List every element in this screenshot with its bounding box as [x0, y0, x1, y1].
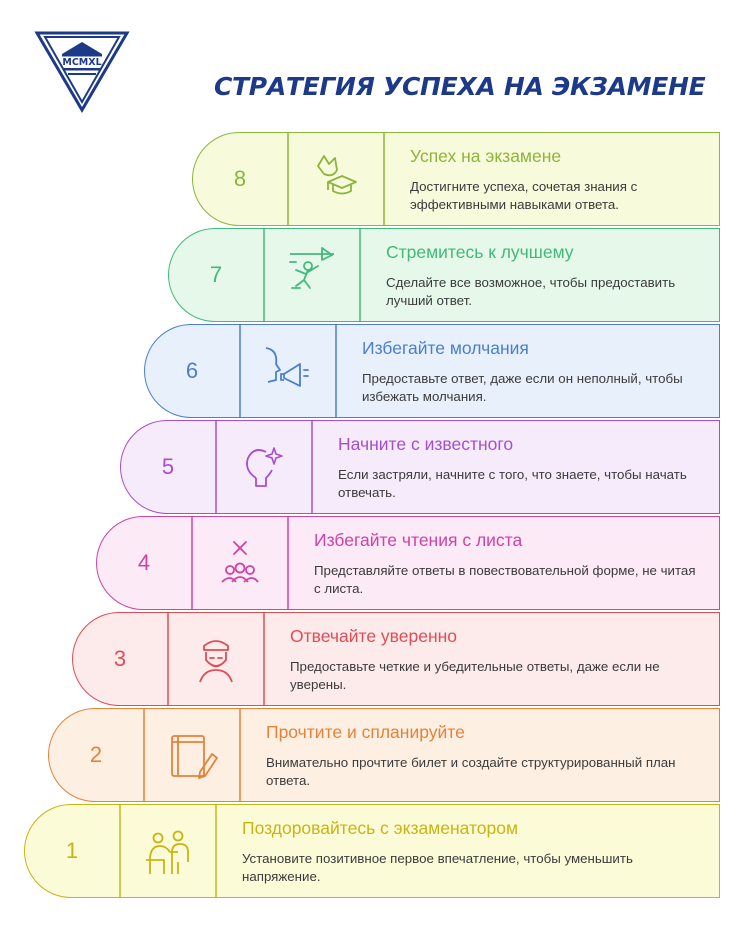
step-number: 1	[65, 838, 79, 863]
step-number: 8	[233, 166, 247, 191]
step-title: Начните с известного	[338, 434, 514, 454]
step-description: Предоставьте четкие и убедительные ответы, даже если не уверены.	[290, 659, 660, 692]
step-title: Избегайте чтения с листа	[314, 530, 523, 550]
step-4	[96, 516, 720, 610]
step-7	[168, 228, 720, 322]
step-description: Установите позитивное первое впечатление, чтобы уменьшить напряжение.	[242, 851, 633, 884]
step-title: Прочтите и спланируйте	[266, 722, 465, 742]
step-dividers	[96, 516, 316, 610]
step-description: Представляйте ответы в повествовательной форме, не читая с листа.	[314, 563, 696, 596]
step-3	[72, 612, 720, 706]
step-8	[192, 132, 720, 226]
step-description: Если застряли, начните с того, что знаете, чтобы начать отвечать.	[338, 467, 687, 500]
step-number: 2	[89, 742, 103, 767]
step-number: 7	[209, 262, 223, 287]
step-dividers	[120, 420, 340, 514]
step-description: Внимательно прочтите билет и создайте структурированный план ответа.	[266, 755, 676, 788]
page-title: СТРАТЕГИЯ УСПЕХА НА ЭКЗАМЕНЕ	[214, 72, 706, 101]
step-dividers	[144, 324, 364, 418]
step-dividers	[72, 612, 292, 706]
step-title: Успех на экзамене	[410, 146, 562, 166]
step-title: Поздоровайтесь с экзаменатором	[242, 818, 519, 838]
step-number: 6	[185, 358, 199, 383]
step-1	[24, 804, 720, 898]
step-description: Достигните успеха, сочетая знания с эффективными навыками ответа.	[410, 179, 638, 212]
step-6	[144, 324, 720, 418]
step-2	[48, 708, 720, 802]
step-dividers	[48, 708, 268, 802]
step-title: Избегайте молчания	[362, 338, 529, 358]
step-dividers	[192, 132, 412, 226]
step-title: Отвечайте уверенно	[290, 626, 458, 646]
step-number: 5	[161, 454, 175, 479]
step-number: 3	[113, 646, 127, 671]
step-dividers	[168, 228, 388, 322]
step-title: Стремитесь к лучшему	[386, 242, 574, 262]
step-description: Сделайте все возможное, чтобы предоставить лучший ответ.	[386, 275, 676, 308]
step-number: 4	[137, 550, 151, 575]
logo-text: MCMXL	[62, 57, 102, 68]
step-description: Предоставьте ответ, даже если он неполный, чтобы избежать молчания.	[362, 371, 683, 404]
step-5	[120, 420, 720, 514]
step-dividers	[24, 804, 244, 898]
